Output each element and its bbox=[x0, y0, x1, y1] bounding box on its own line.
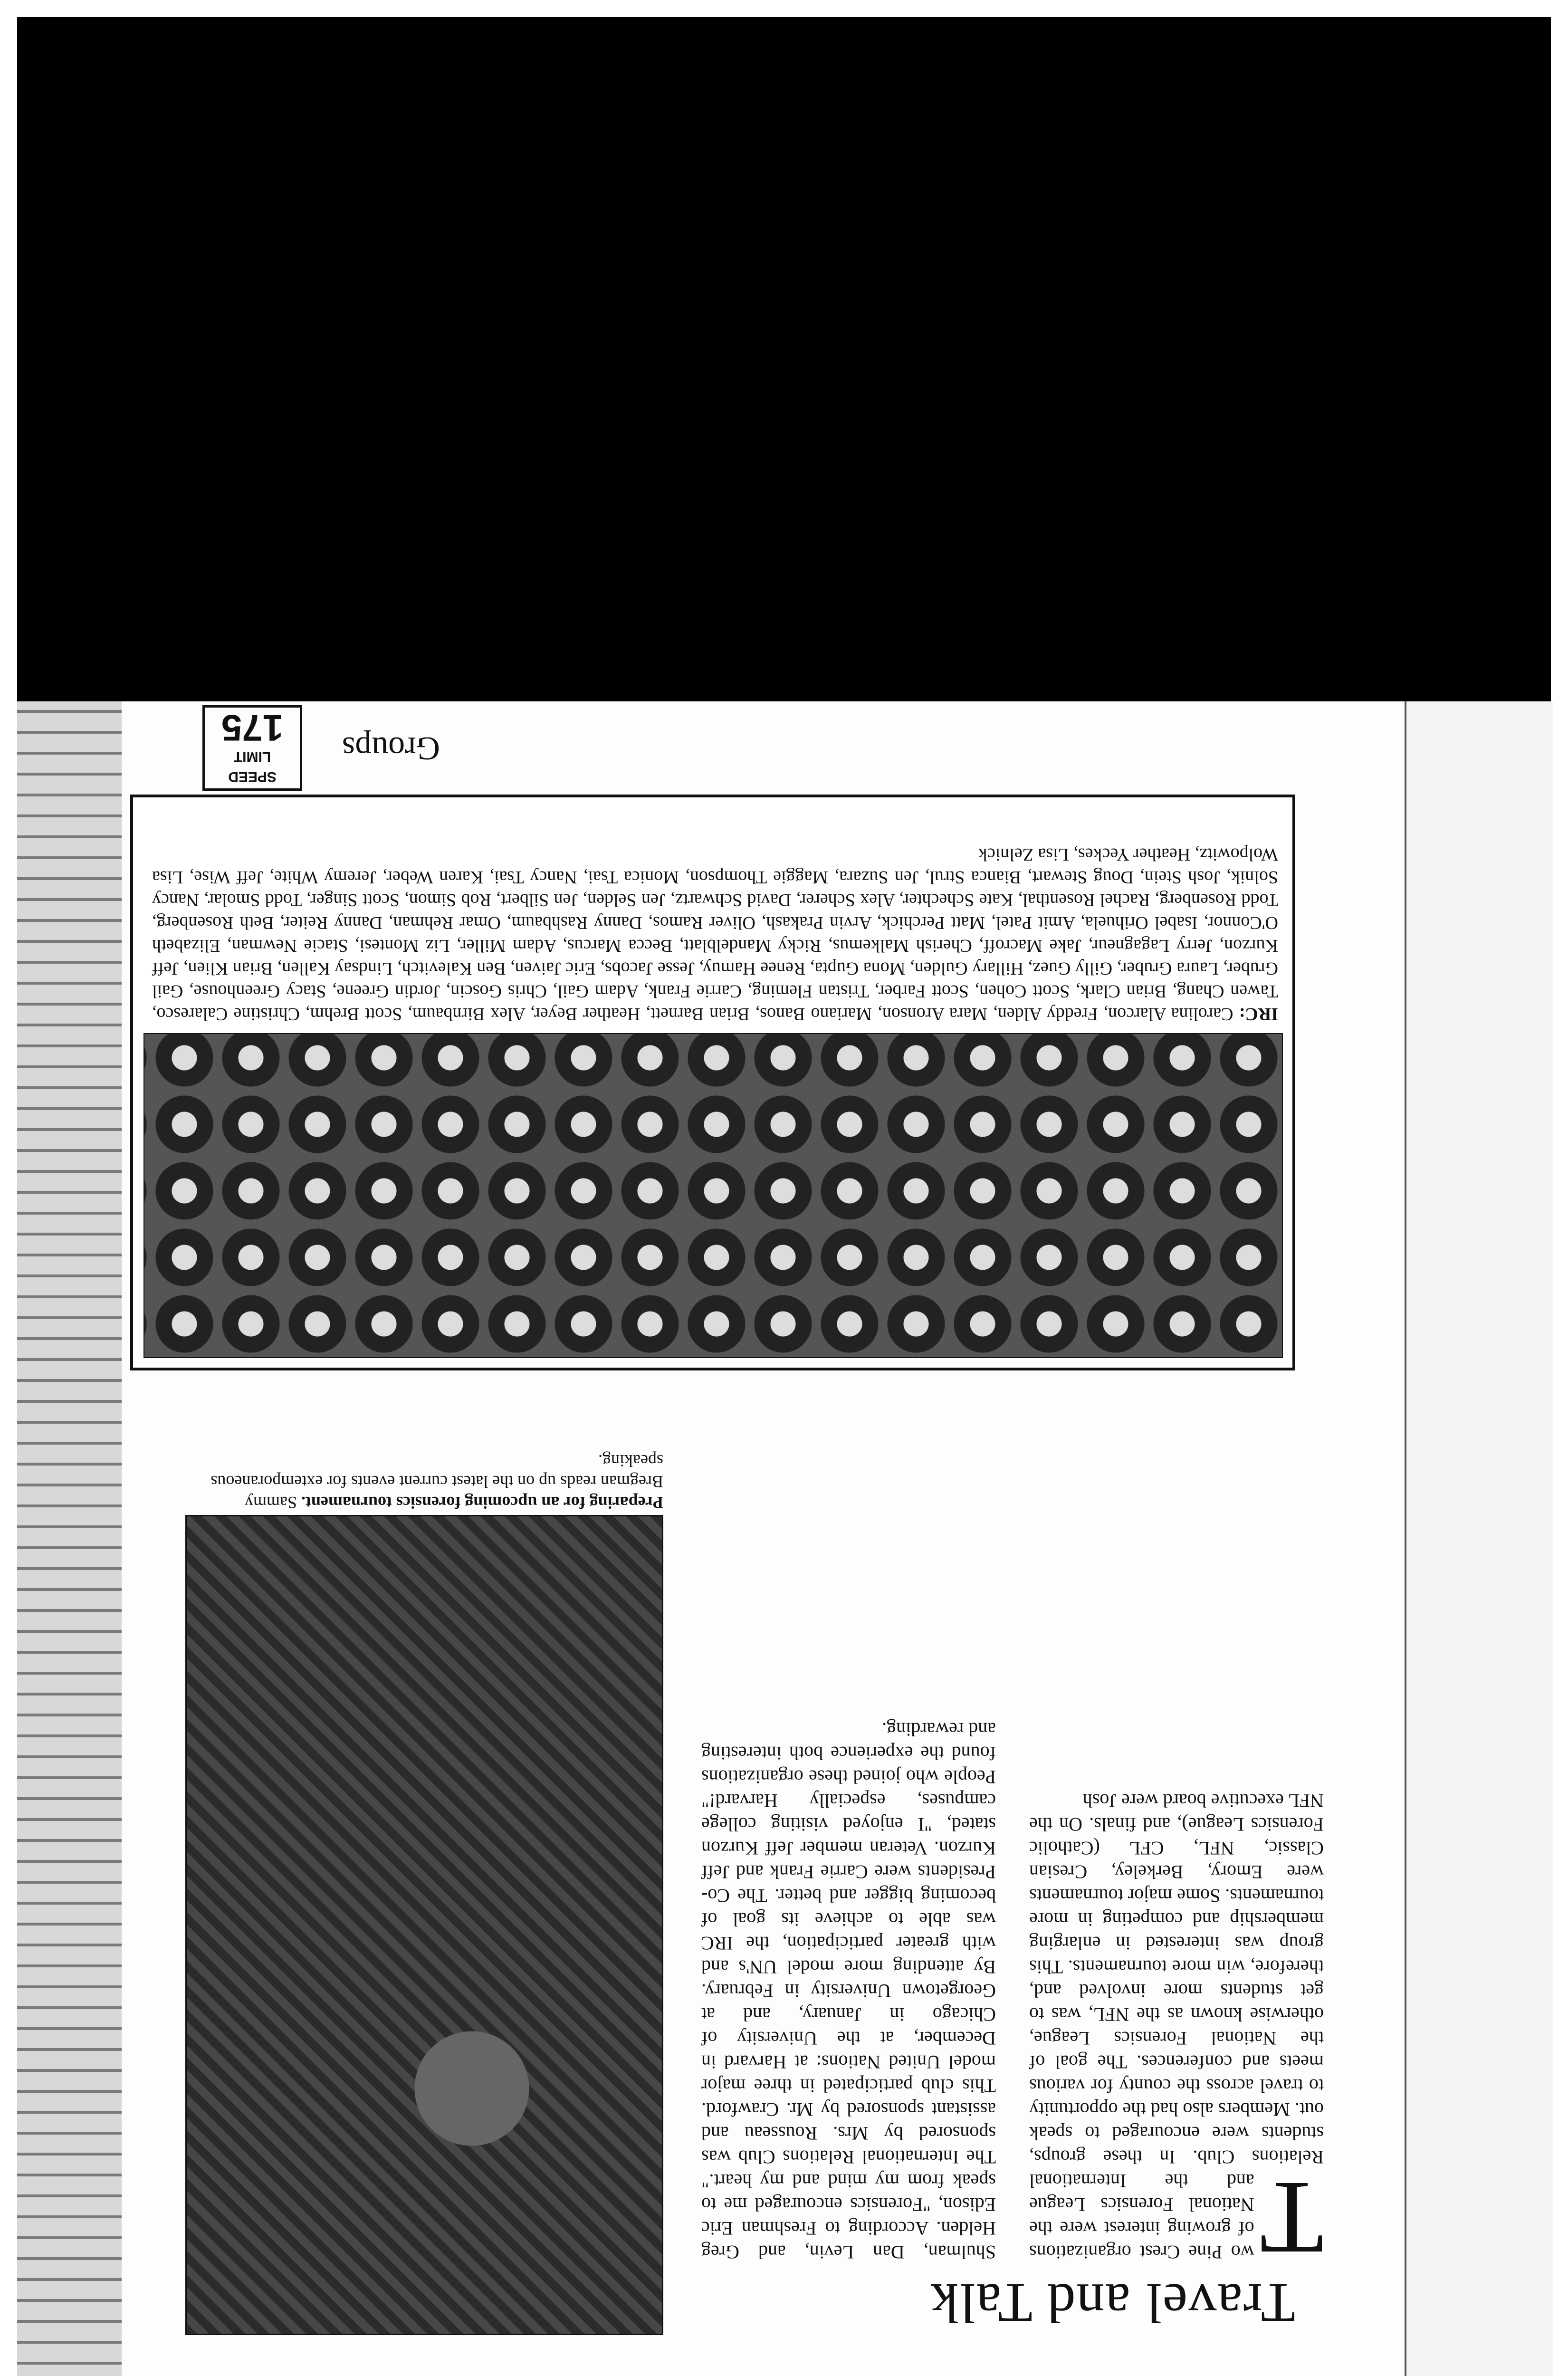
photo-student-reading bbox=[185, 1515, 663, 2335]
page-title: Travel and Talk bbox=[930, 2272, 1295, 2334]
facing-page-edge bbox=[1405, 701, 1553, 2376]
irc-group-photo bbox=[143, 1033, 1283, 1358]
caption-text: Sammy Bregman reads up on the latest current events for extemporaneous speaking. bbox=[210, 1451, 663, 1512]
irc-roster bbox=[152, 807, 1278, 1025]
badge-speed: SPEED bbox=[228, 769, 277, 785]
caption-heading: Preparing for an upcoming forensics tournament. bbox=[301, 1493, 663, 1512]
scanner-background bbox=[17, 17, 1551, 701]
section-label: Groups bbox=[342, 730, 440, 766]
irc-group-box bbox=[130, 795, 1295, 1370]
article-column-1 bbox=[1029, 1618, 1324, 2276]
page-number: 175 bbox=[221, 707, 284, 749]
roster-names: Carolina Alarcon, Freddy Alden, Mara Aronson, Mariano Banos, Brian Barnett, Heather Beyer, Alex Birnbaum, Scott Brehm, Christine Calaresco, Tawen Chang, Brian Clark, Scott Cohen, Scott Farber, Tristan Fleming, Carrie Frank, Adam Gail, Chris Goscin, Jordin Greene, Stacy Greenhouse, Gail Gruber, Laura Gruber, Gilly Guez, Hillary Gulden, Mona Gupta, Renee Hamuy, Jesse Jacobs, Eric Jaiven, Ben Kalevitch, Lindsay Kallen, Brian Klien, Jeff Kurzon, Jerry Lagagneur, Jake Macroff, Cherish Malkemus, Ricky Mandelblatt, Becca Marcus, Adam Miller, Liz Montesi, Stacie Newman, Elizabeth O'Connor, Isabel Orihuela, Amit Patel, Matt Perchick, Arvin Prakash, Oliver Ramos, Danny Rashbaum, Omar Rehman, Danny Reiter, Beth Rosenberg, Todd Rosenberg, Rachel Rosenthal, Kate Schechter, Alex Scherer, David Schwartz, Jen Selden, Jen Silbert, Rob Simon, Scott Singer, Todd Smolar, Nancy Solnik, Josh Stein, Doug Stewart, Bianca Strul, Jen Suzara, Maggie Thompson, Monica Tsai, Nancy Tsai, Karen Weber, Jeremy White, Jeff Wise, Lisa Wolpowitz, Heather Yeckes, Lisa Zelnick bbox=[152, 844, 1278, 1024]
article-column-2: Shulman, Dan Levin, and Greg Helden. According to Freshman Eric Edison, "Forensics encouraged me to speak from my mind and my heart." The International Relations Club was sponsored by Mrs. Rousseau and assistant sponsored by Mr. Crawford. This club participated in three major model United Nations: at Harvard in December, at the University of Chicago in January, and at Georgetown University in February. By attending more model UN's and with greater participation, the IRC was able to achieve its goal of becoming bigger and better. The Co-Presidents were Carrie Frank and Jeff Kurzon. Veteran member Jeff Kurzon stated, "I enjoyed visiting college campuses, especially Harvard!" People who joined these organizations found the experience both interesting and rewarding. bbox=[701, 1719, 996, 2263]
rotated-page-content bbox=[122, 701, 1405, 2376]
speed-limit-badge bbox=[202, 705, 302, 791]
photo-caption bbox=[188, 1418, 663, 1513]
article-text-1: wo Pine Crest organizations of growing interest were the National Forensics League and the International Relations Club. In these groups, students were encouraged to speak out. Members also had the opportunity to travel across the county for various meets and conferences. The goal of the National Forensics League, otherwise known as the NFL, was to get students more involved and, therefore, win more tournaments. This group was interested in enlarging membership and competing in more tournaments. Some major tournaments were Emory, Berkeley, Cresian Classic, NFL, CFL (Catholic Forensics League), and finals. On the NFL executive board were Josh bbox=[1029, 1790, 1324, 2263]
roster-label: IRC: bbox=[1239, 1004, 1278, 1024]
drop-cap: T bbox=[1260, 2160, 1324, 2276]
badge-limit: LIMIT bbox=[233, 749, 271, 765]
binding-edge bbox=[17, 701, 122, 2376]
